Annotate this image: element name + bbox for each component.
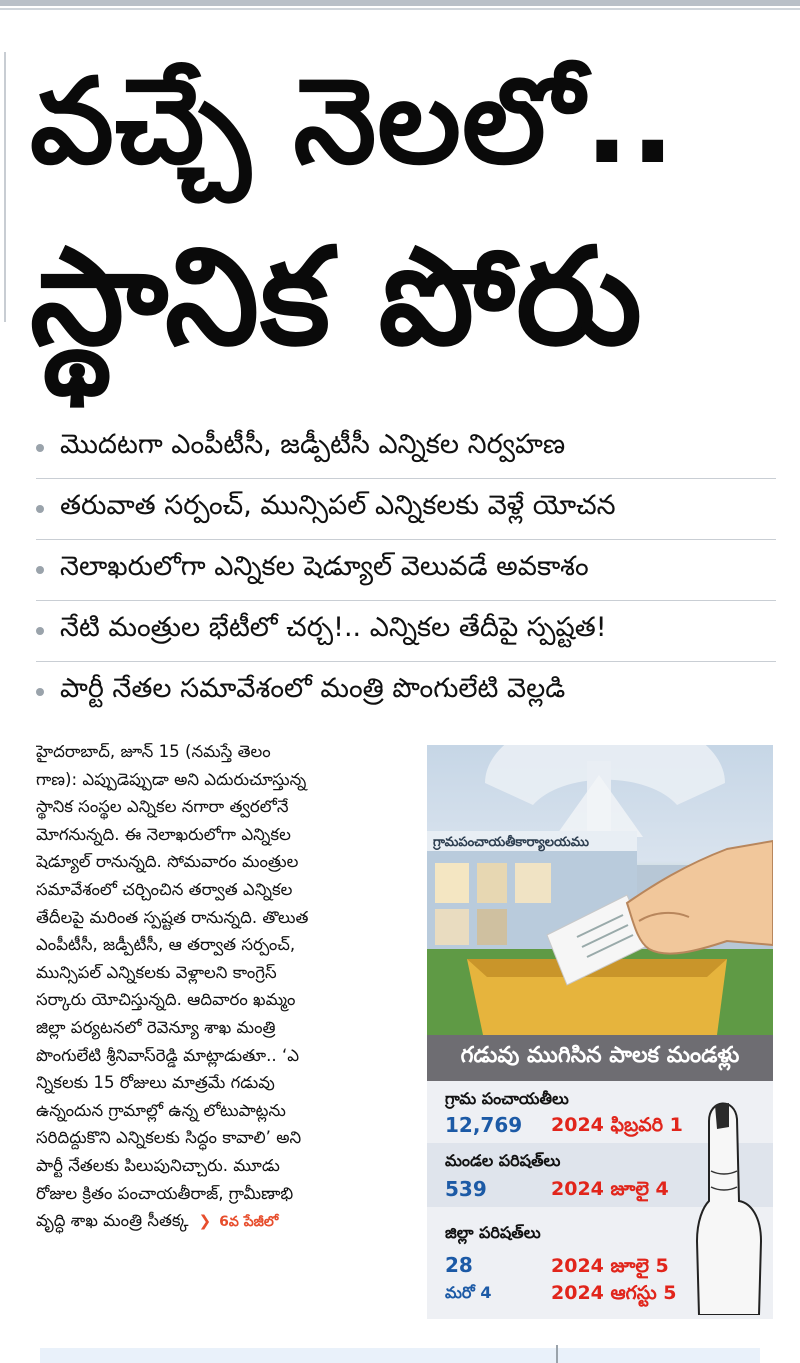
stat-count: 28	[445, 1253, 473, 1277]
article-line: స్థానిక సంస్థల ఎన్నికల నగారా త్వరలోనే	[36, 797, 289, 817]
headline-line-1: వచ్చే నెలలో..	[30, 52, 677, 190]
top-rule-thin	[0, 8, 800, 10]
sign-text: గ్రామపంచాయతీకార్యాలయము	[433, 835, 589, 850]
infobox-title: గడువు ముగిసిన పాలక మండళ్లు	[427, 1035, 773, 1081]
article-line: గాణ): ఎప్పుడెప్పుడా అని ఎదురుచూస్తున్న	[36, 769, 307, 789]
highlight-item	[36, 601, 776, 662]
footer-divider	[556, 1345, 558, 1363]
article-line: సరిదిద్దుకొని ఎన్నికలకు సిద్ధం కావాలి’ అని	[36, 1128, 302, 1148]
stat-date: 2024 ఆగస్టు 5	[551, 1282, 677, 1304]
footer-strip	[40, 1348, 760, 1363]
article-line: రోజుల క్రితం పంచాయతీరాజ్‌, గ్రామీణాభి	[36, 1183, 294, 1203]
continued-on-page-link[interactable]: 6వ పేజీలో	[219, 1214, 279, 1231]
bullet-dot-icon	[36, 566, 44, 574]
stat-label: మండల పరిషత్‌లు	[445, 1151, 561, 1170]
headline-line-2: స్థానిక పోరు	[30, 219, 643, 375]
highlight-text: మొదటగా ఎంపీటీసీ, జడ్పీటీసీ ఎన్నికల నిర్వహణ	[60, 429, 566, 460]
highlight-text: నేటి మంత్రుల భేటీలో చర్చ!.. ఎన్నికల తేదీపై స్పష్టత!	[60, 612, 607, 643]
article-line: మున్సిపల్‌ ఎన్నికలకు వెళ్లాలని కాంగ్రెస్‌	[36, 962, 277, 982]
stat-date: 2024 జూలై 4	[551, 1178, 669, 1200]
article-line: తేదీలపై మరింత స్పష్టత రానున్నది. తొలుత	[36, 907, 309, 927]
article-line: షెడ్యూల్‌ రానున్నది. సోమవారం మంత్రుల	[36, 852, 299, 872]
article-line: న్నికలకు 15 రోజులు మాత్రమే గడువు	[36, 1073, 275, 1093]
stat-date: 2024 ఫిబ్రవరి 1	[551, 1114, 683, 1136]
highlight-text: తరువాత సర్పంచ్‌, మున్సిపల్‌ ఎన్నికలకు వెళ్లే యోచన	[60, 490, 616, 521]
stat-label: జిల్లా పరిషత్‌లు	[445, 1223, 541, 1242]
article-line: ఎంపీటీసీ, జడ్పీటీసీ, ఆ తర్వాత సర్పంచ్‌,	[36, 935, 296, 955]
article-line: సర్కారు యోచిస్తున్నది. ఆదివారం ఖమ్మం	[36, 990, 296, 1010]
highlights-list	[36, 418, 776, 722]
highlight-item	[36, 662, 776, 722]
stat-count: 539	[445, 1177, 487, 1201]
bullet-dot-icon	[36, 688, 44, 696]
stat-label: గ్రామ పంచాయతీలు	[445, 1089, 569, 1108]
election-photo	[427, 745, 773, 1035]
article-line: పార్టీ నేతలకు పిలుపునిచ్చారు. మూడు	[36, 1155, 280, 1175]
highlight-item	[36, 479, 776, 540]
stat-date: 2024 జూలై 5	[551, 1255, 669, 1277]
highlight-item	[36, 418, 776, 479]
highlight-text: నెలాఖరులోగా ఎన్నికల షెడ్యూల్‌ వెలువడే అవకాశం	[60, 551, 589, 582]
inked-finger-icon	[689, 1091, 765, 1315]
top-rule	[0, 0, 800, 6]
article-line: హైదరాబాద్‌, జూన్‌ 15 (నమస్తే తెలం	[36, 742, 271, 761]
stat-count: 12,769	[445, 1113, 523, 1137]
bullet-dot-icon	[36, 627, 44, 635]
article-line: మోగనున్నది. ఈ నెలాఖరులోగా ఎన్నికల	[36, 824, 291, 844]
expired-councils-infobox	[427, 1081, 773, 1319]
stat-count: మరో 4	[445, 1283, 492, 1302]
chevron-right-icon: ❯	[198, 1212, 212, 1231]
article-body	[36, 738, 390, 1237]
article-line: ఉన్నందున గ్రామాల్లో ఉన్న లోటుపాట్లను	[36, 1100, 286, 1120]
bullet-dot-icon	[36, 444, 44, 452]
article-line: పొంగులేటి శ్రీనివాస్‌రెడ్డి మాట్లాడుతూ.. ‘ఎ	[36, 1045, 300, 1065]
left-column-rule	[4, 52, 6, 322]
bullet-dot-icon	[36, 505, 44, 513]
ballot-illustration	[427, 745, 773, 1035]
highlight-text: పార్టీ నేతల సమావేశంలో మంత్రి పొంగులేటి వెల్లడి	[60, 673, 566, 704]
highlight-item	[36, 540, 776, 601]
article-line: జిల్లా పర్యటనలో రెవెన్యూ శాఖ మంత్రి	[36, 1017, 276, 1037]
article-line-last	[36, 1207, 390, 1237]
article-line: వృద్ధి శాఖ మంత్రి సీతక్క	[36, 1211, 189, 1231]
article-line: సమావేశంలో చర్చించిన తర్వాత ఎన్నికల	[36, 879, 293, 899]
